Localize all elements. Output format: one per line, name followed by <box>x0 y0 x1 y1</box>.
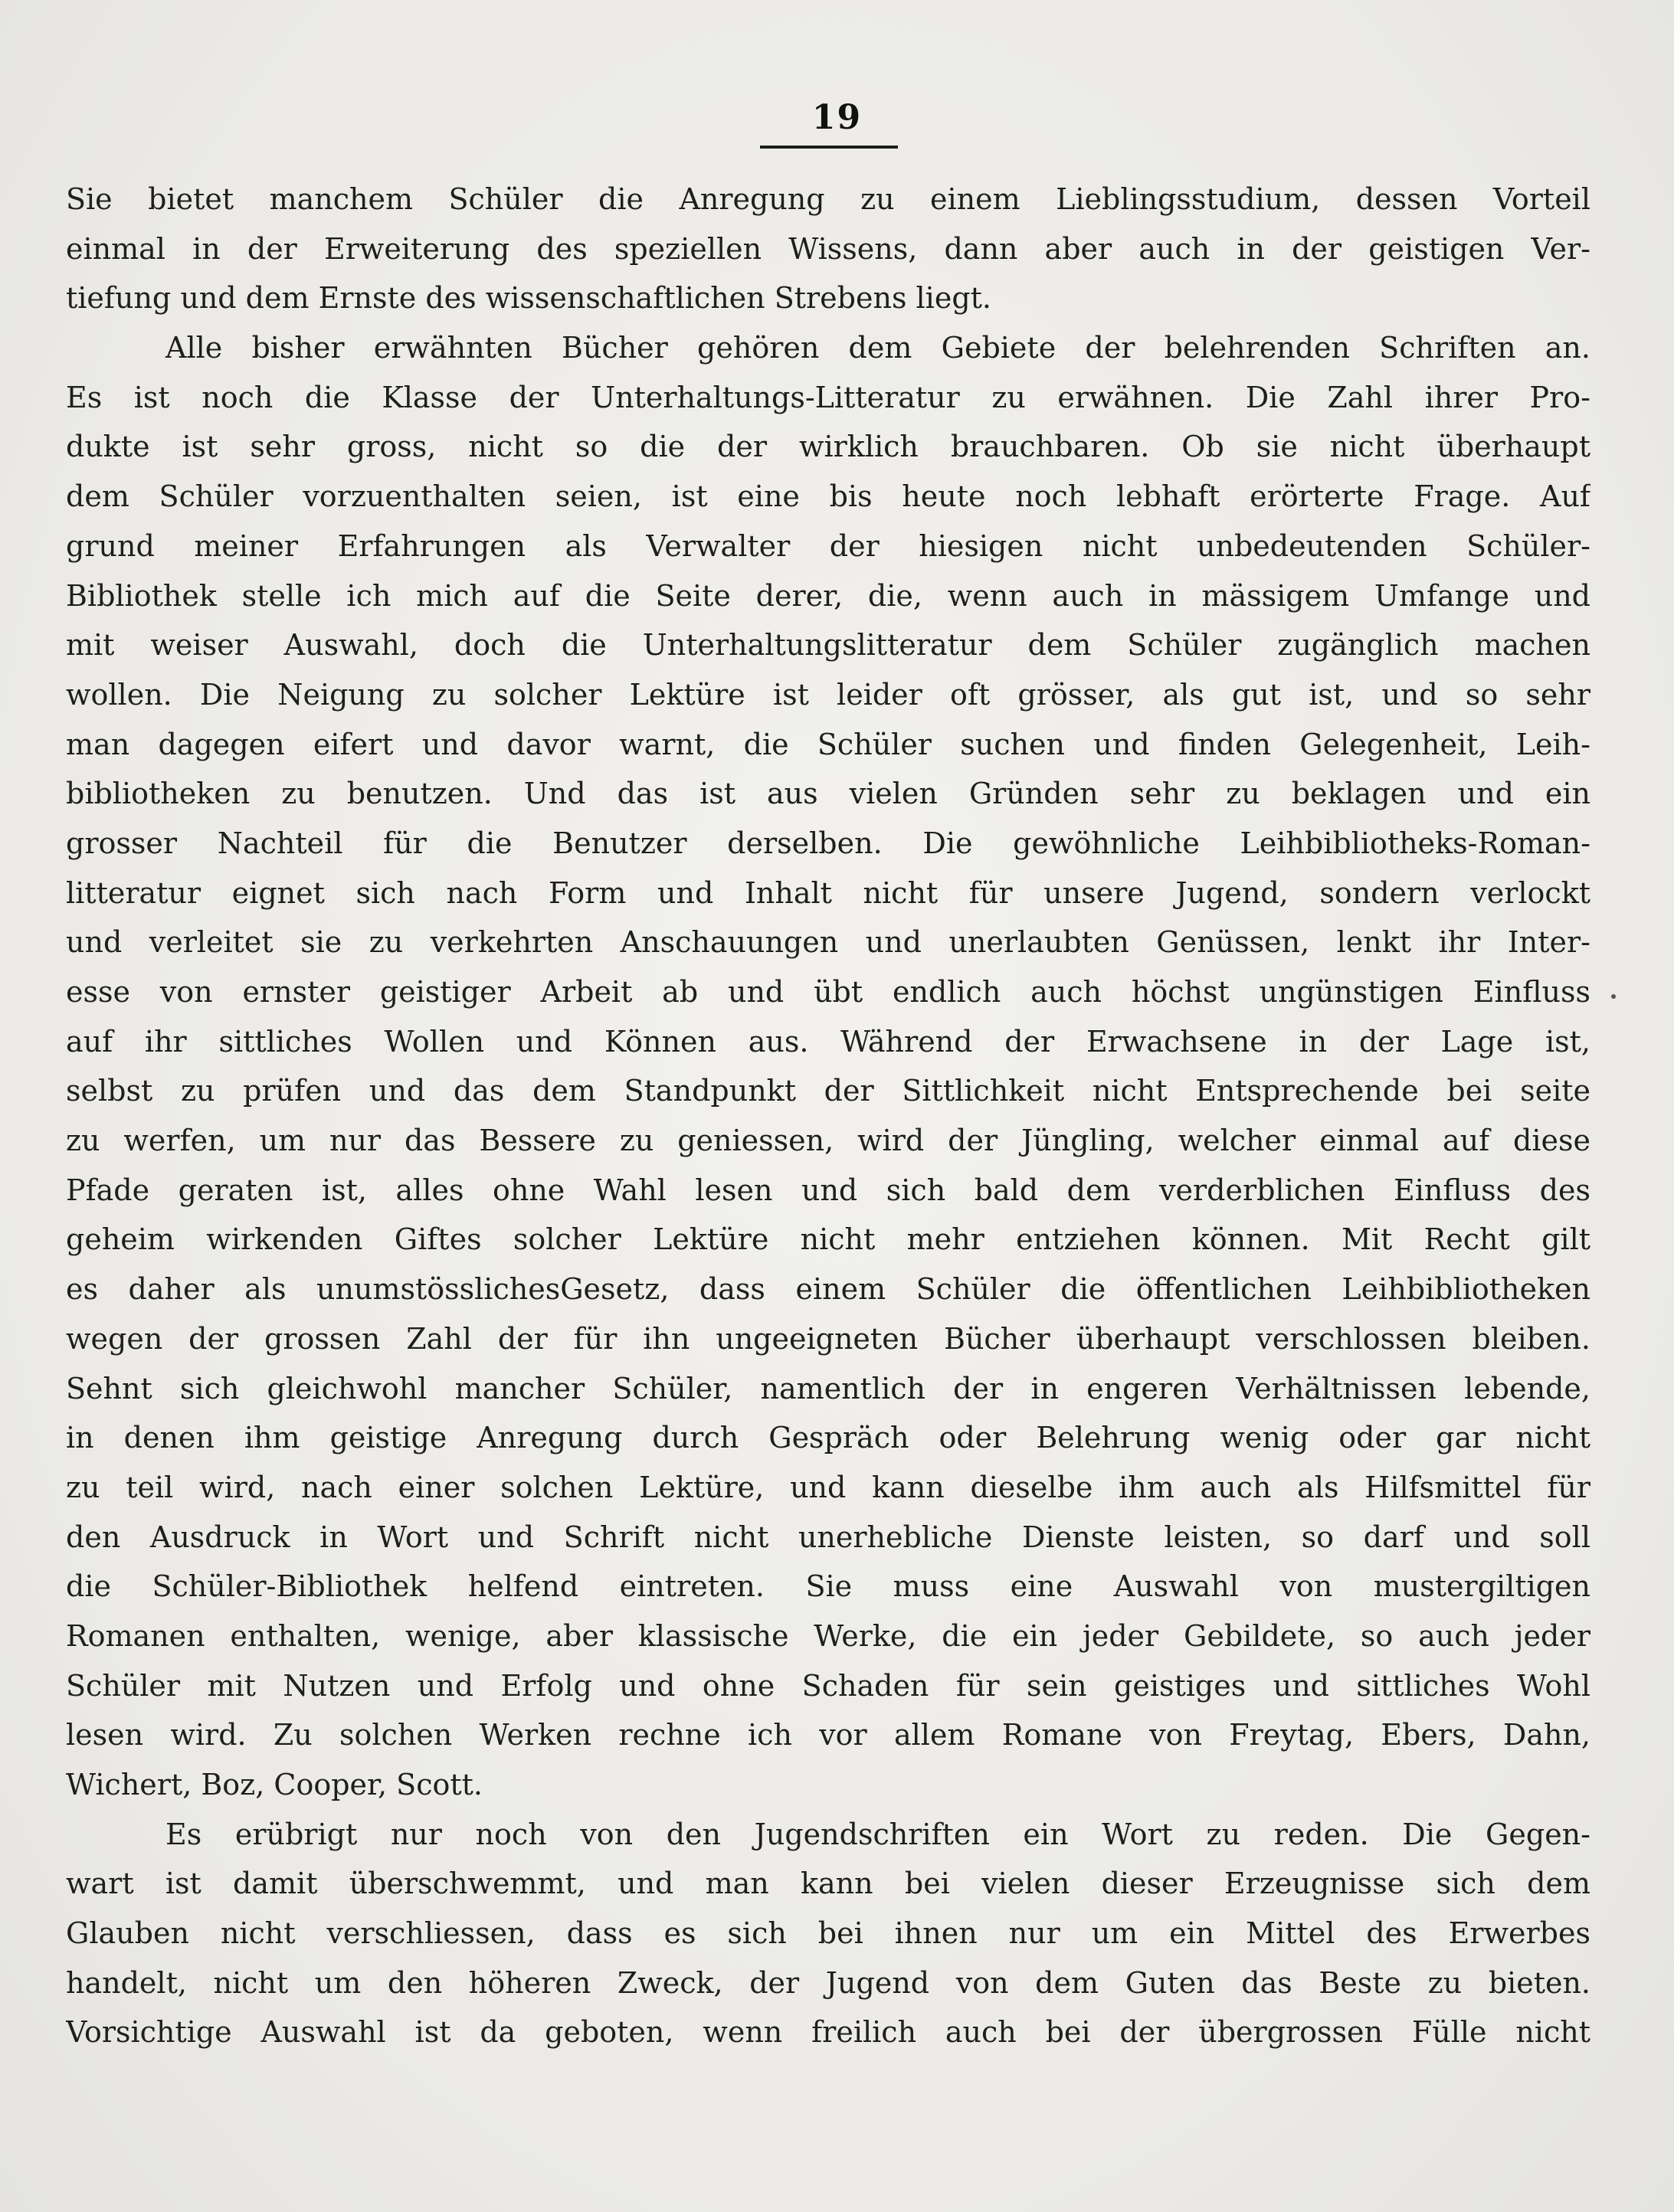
text-line: es daher als unumstösslichesGesetz, dass einem Schüler die öffentlichen Leihbibliotheken <box>66 1272 1590 1307</box>
text-line: grund meiner Erfahrungen als Verwalter der hiesigen nicht unbedeutenden Schüler- <box>66 528 1590 563</box>
text-line: lesen wird. Zu solchen Werken rechne ich vor allem Romane von Freytag, Ebers, Dahn, <box>66 1718 1590 1752</box>
text-line: Alle bisher erwähnten Bücher gehören dem Gebiete der belehrenden Schriften an. <box>165 331 1590 365</box>
text-line: handelt, nicht um den höheren Zweck, der Jugend von dem Guten das Beste zu bieten. <box>66 1965 1590 2000</box>
text-line: Romanen enthalten, wenige, aber klassische Werke, die ein jeder Gebildete, so auch jeder <box>66 1618 1590 1653</box>
text-line: den Ausdruck in Wort und Schrift nicht unerhebliche Dienste leisten, so darf und soll <box>66 1520 1590 1554</box>
text-line: Wichert, Boz, Cooper, Scott. <box>66 1768 483 1801</box>
text-line: Sehnt sich gleichwohl mancher Schüler, namentlich der in engeren Verhältnissen lebende, <box>66 1371 1590 1405</box>
text-line: wollen. Die Neigung zu solcher Lektüre ist leider oft grösser, als gut ist, und so sehr <box>66 677 1590 712</box>
text-line: und verleitet sie zu verkehrten Anschauungen und unerlaubten Genüssen, lenkt ihr Inter- <box>66 925 1590 960</box>
text-line: Glauben nicht verschliessen, dass es sich bei ihnen nur um ein Mittel des Erwerbes <box>66 1916 1590 1951</box>
text-line: wart ist damit überschwemmt, und man kann bei vielen dieser Erzeugnisse sich dem <box>66 1867 1590 1901</box>
text-line: man dagegen eifert und davor warnt, die Schüler suchen und finden Gelegenheit, Leih- <box>66 727 1590 761</box>
text-line: mit weiser Auswahl, doch die Unterhaltungslitteratur dem Schüler zugänglich machen <box>66 628 1590 663</box>
text-line: wegen der grossen Zahl der für ihn ungeeigneten Bücher überhaupt verschlossen bleiben. <box>66 1321 1590 1356</box>
text-line: bibliotheken zu benutzen. Und das ist aus vielen Gründen sehr zu beklagen und ein <box>66 777 1590 811</box>
body-text <box>66 175 1590 2057</box>
text-line: Bibliothek stelle ich mich auf die Seite derer, die, wenn auch in mässigem Umfange und <box>66 578 1590 613</box>
text-line: geheim wirkenden Giftes solcher Lektüre nicht mehr entziehen können. Mit Recht gilt <box>66 1222 1590 1257</box>
text-line: Pfade geraten ist, alles ohne Wahl lesen und sich bald dem verderblichen Einfluss des <box>66 1173 1590 1207</box>
print-speck <box>1611 994 1616 999</box>
text-line: einmal in der Erweiterung des speziellen Wissens, dann aber auch in der geistigen Ver- <box>66 231 1590 266</box>
text-line: zu werfen, um nur das Bessere zu geniessen, wird der Jüngling, welcher einmal auf diese <box>66 1124 1590 1158</box>
text-line: Schüler mit Nutzen und Erfolg und ohne Schaden für sein geistiges und sittliches Wohl <box>66 1668 1590 1703</box>
text-line: zu teil wird, nach einer solchen Lektüre, und kann dieselbe ihm auch als Hilfsmittel für <box>66 1470 1590 1504</box>
page-number: 19 <box>811 98 863 137</box>
text-line: dem Schüler vorzuenthalten seien, ist eine bis heute noch lebhaft erörterte Frage. Auf <box>66 479 1590 514</box>
text-line: die Schüler-Bibliothek helfend eintreten. Sie muss eine Auswahl von mustergiltigen <box>66 1569 1590 1604</box>
text-line: selbst zu prüfen und das dem Standpunkt der Sittlichkeit nicht Entsprechende bei seite <box>66 1074 1590 1108</box>
text-line: Sie bietet manchem Schüler die Anregung zu einem Lieblingsstudium, dessen Vorteil <box>66 182 1590 216</box>
text-line: litteratur eignet sich nach Form und Inhalt nicht für unsere Jugend, sondern verlockt <box>66 875 1590 910</box>
text-line: dukte ist sehr gross, nicht so die der wirklich brauchbaren. Ob sie nicht überhaupt <box>66 430 1590 464</box>
text-line: Es erübrigt nur noch von den Jugendschriften ein Wort zu reden. Die Gegen- <box>165 1817 1590 1851</box>
text-line: Vorsichtige Auswahl ist da geboten, wenn freilich auch bei der übergrossen Fülle nicht <box>66 2015 1590 2050</box>
text-line: grosser Nachteil für die Benutzer derselben. Die gewöhnliche Leihbibliotheks-Roman- <box>66 826 1590 860</box>
text-line: auf ihr sittliches Wollen und Können aus. Während der Erwachsene in der Lage ist, <box>66 1024 1590 1059</box>
page-number-rule <box>760 146 898 149</box>
text-line: Es ist noch die Klasse der Unterhaltungs-Litteratur zu erwähnen. Die Zahl ihrer Pro- <box>66 380 1590 414</box>
text-line: esse von ernster geistiger Arbeit ab und übt endlich auch höchst ungünstigen Einfluss <box>66 975 1590 1009</box>
text-line: tiefung und dem Ernste des wissenschaftlichen Strebens liegt. <box>66 281 992 316</box>
text-line: in denen ihm geistige Anregung durch Gespräch oder Belehrung wenig oder gar nicht <box>66 1421 1590 1455</box>
